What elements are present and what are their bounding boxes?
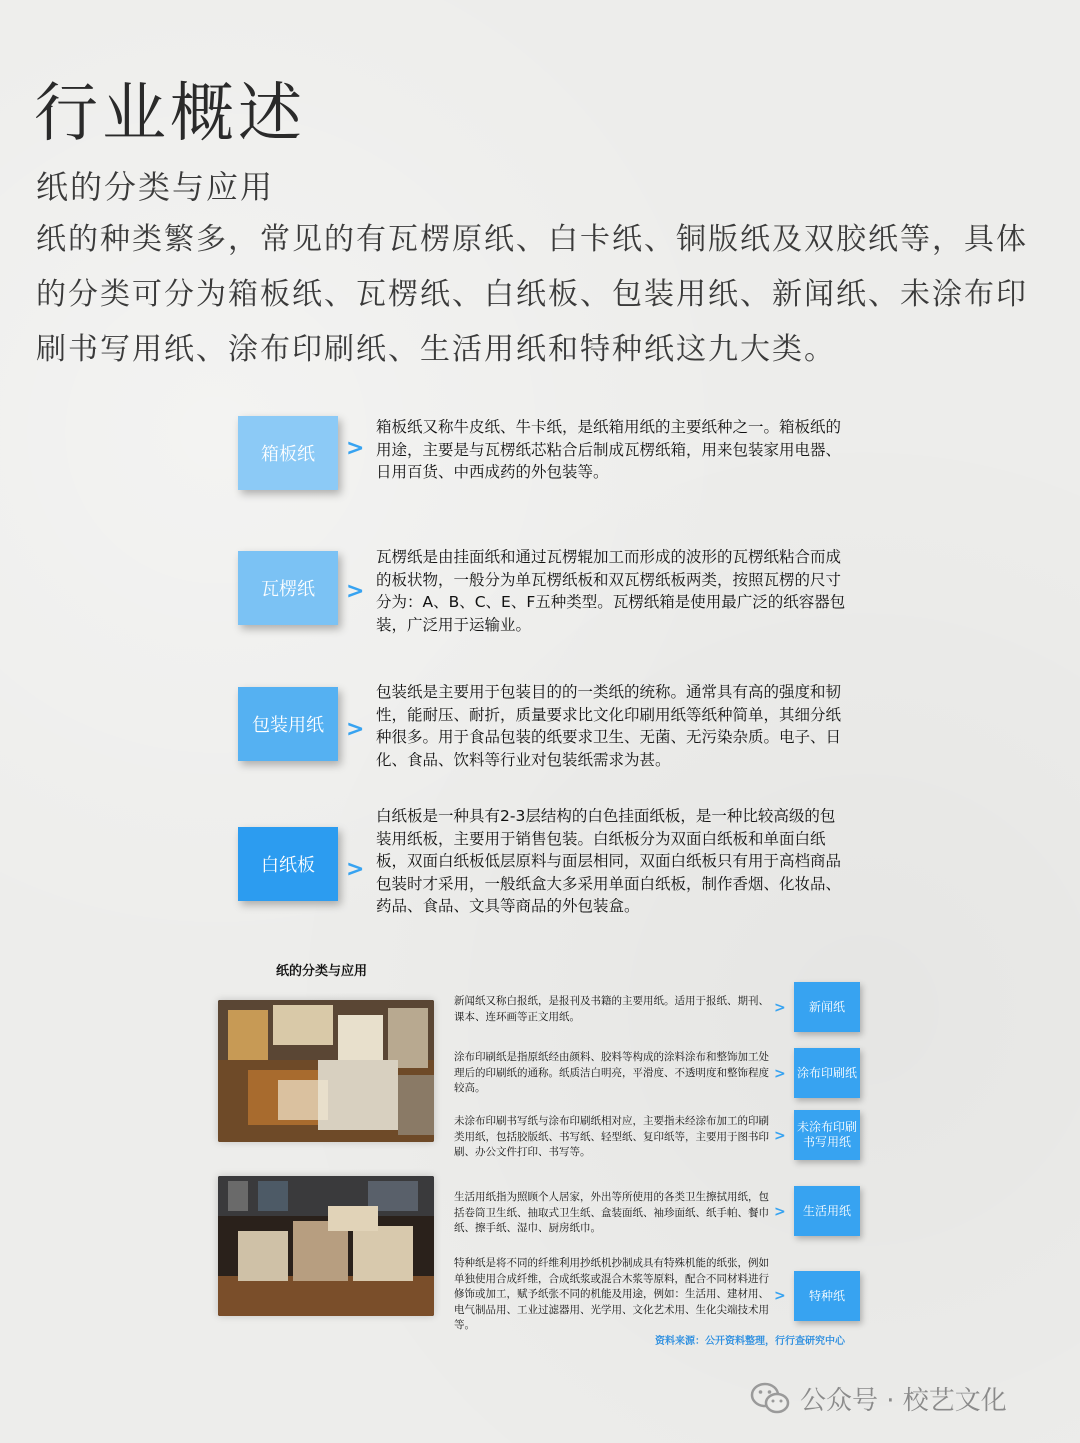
category-row-whiteboard	[238, 805, 858, 915]
subtitle: 纸的分类与应用	[36, 168, 275, 206]
subcategory-description: 特种纸是将不同的纤维利用抄纸机抄制成具有特殊机能的纸张，例如单独使用合成纤维，合成纸浆或混合木浆等原料，配合不同材料进行修饰或加工，赋予纸张不同的机能及用途，例如：生活用、建材用、电气制品用、工业过滤器用、光学用、文化艺术用、生化尖端技术用等。	[454, 1257, 769, 1331]
chevron-right-icon: >	[774, 1066, 786, 1082]
newsstand-photo	[218, 1000, 434, 1142]
category-description: 包装纸是主要用于包装目的的一类纸的统称。通常具有高的强度和韧性，能耐压、耐折，质量要求比文化印刷用纸等纸种简单，其细分纸种很多。用于食品包装的纸要求卫生、无菌、无污染杂质。电子、日化、食品、饮料等行业对包装纸需求为甚。	[376, 683, 842, 769]
subcategory-description: 未涂布印刷书写纸与涂布印刷纸相对应，主要指未经涂布加工的印刷类用纸，包括胶版纸、书写纸、轻型纸、复印纸等，主要用于图书印刷、办公文件打印、书写等。	[454, 1115, 769, 1158]
chevron-right-icon: >	[346, 579, 365, 604]
chevron-right-icon: >	[774, 1000, 786, 1016]
category-description: 瓦楞纸是由挂面纸和通过瓦楞辊加工而形成的波形的瓦楞纸粘合而成的板状物，一般分为单瓦楞纸板和双瓦楞纸板两类，按照瓦楞的尺寸分为：A、B、C、E、F五种类型。瓦楞纸箱是使用最广泛的纸容器包装，广泛用于运输业。	[376, 548, 846, 634]
subcategory-label-box: 未涂布印刷书写用纸	[794, 1110, 860, 1160]
category-label-box: 包装用纸	[238, 687, 338, 761]
category-description: 箱板纸又称牛皮纸、牛卡纸，是纸箱用纸的主要纸种之一。箱板纸的用途，主要是与瓦楞纸芯粘合后制成瓦楞纸箱，用来包装家用电器、日用百货、中西成药的外包装等。	[376, 418, 842, 481]
bookstore-photo	[218, 1176, 434, 1316]
wechat-icon	[750, 1381, 790, 1415]
category-row-packaging	[238, 681, 858, 771]
subcategory-description: 涂布印刷纸是指原纸经由颜料、胶料等构成的涂料涂布和整饰加工处理后的印刷纸的通称。纸质洁白明亮，平滑度、不透明度和整饰程度较高。	[454, 1051, 769, 1094]
subcategory-label-box: 特种纸	[794, 1271, 860, 1321]
subcategory-label-box: 涂布印刷纸	[794, 1048, 860, 1098]
subcategory-label-box: 新闻纸	[794, 982, 860, 1032]
source-note: 资料来源：公开资料整理，行行查研究中心	[655, 1336, 845, 1347]
section-title: 纸的分类与应用	[276, 964, 368, 979]
chevron-right-icon: >	[774, 1128, 786, 1144]
intro-paragraph: 纸的种类繁多，常见的有瓦楞原纸、白卡纸、铜版纸及双胶纸等，具体的分类可分为箱板纸、瓦楞纸、白纸板、包装用纸、新闻纸、未涂布印刷书写用纸、涂布印刷纸、生活用纸和特种纸这九大类。	[36, 222, 1028, 367]
category-label-box: 瓦楞纸	[238, 551, 338, 625]
subcategory-label-box: 生活用纸	[794, 1186, 860, 1236]
chevron-right-icon: >	[346, 717, 365, 742]
category-row-corrugated	[238, 546, 858, 636]
chevron-right-icon: >	[774, 1204, 786, 1220]
chevron-right-icon: >	[346, 857, 365, 882]
category-row-boxboard	[238, 416, 858, 506]
footer-text: 公众号 · 校艺文化	[800, 1385, 1007, 1416]
subcategory-description: 新闻纸又称白报纸，是报刊及书籍的主要用纸。适用于报纸、期刊、课本、连环画等正文用纸。	[454, 995, 769, 1023]
chevron-right-icon: >	[346, 436, 365, 461]
category-description: 白纸板是一种具有2-3层结构的白色挂面纸板，是一种比较高级的包装用纸板，主要用于销售包装。白纸板分为双面白纸板和单面白纸板，双面白纸板低层原料与面层相同，双面白纸板只有用于高档商品包装时才采用，一般纸盒大多采用单面白纸板，制作香烟、化妆品、药品、食品、文具等商品的外包装盒。	[376, 807, 842, 915]
category-label-box: 白纸板	[238, 827, 338, 901]
category-label-box: 箱板纸	[238, 416, 338, 490]
subcategory-description: 生活用纸指为照顾个人居家，外出等所使用的各类卫生擦拭用纸，包括卷筒卫生纸、抽取式卫生纸、盒装面纸、袖珍面纸、纸手帕、餐巾纸、擦手纸、湿巾、厨房纸巾。	[454, 1191, 769, 1234]
footer-watermark	[750, 1378, 1007, 1418]
chevron-right-icon: >	[774, 1288, 786, 1304]
page-title: 行业概述	[34, 77, 306, 151]
